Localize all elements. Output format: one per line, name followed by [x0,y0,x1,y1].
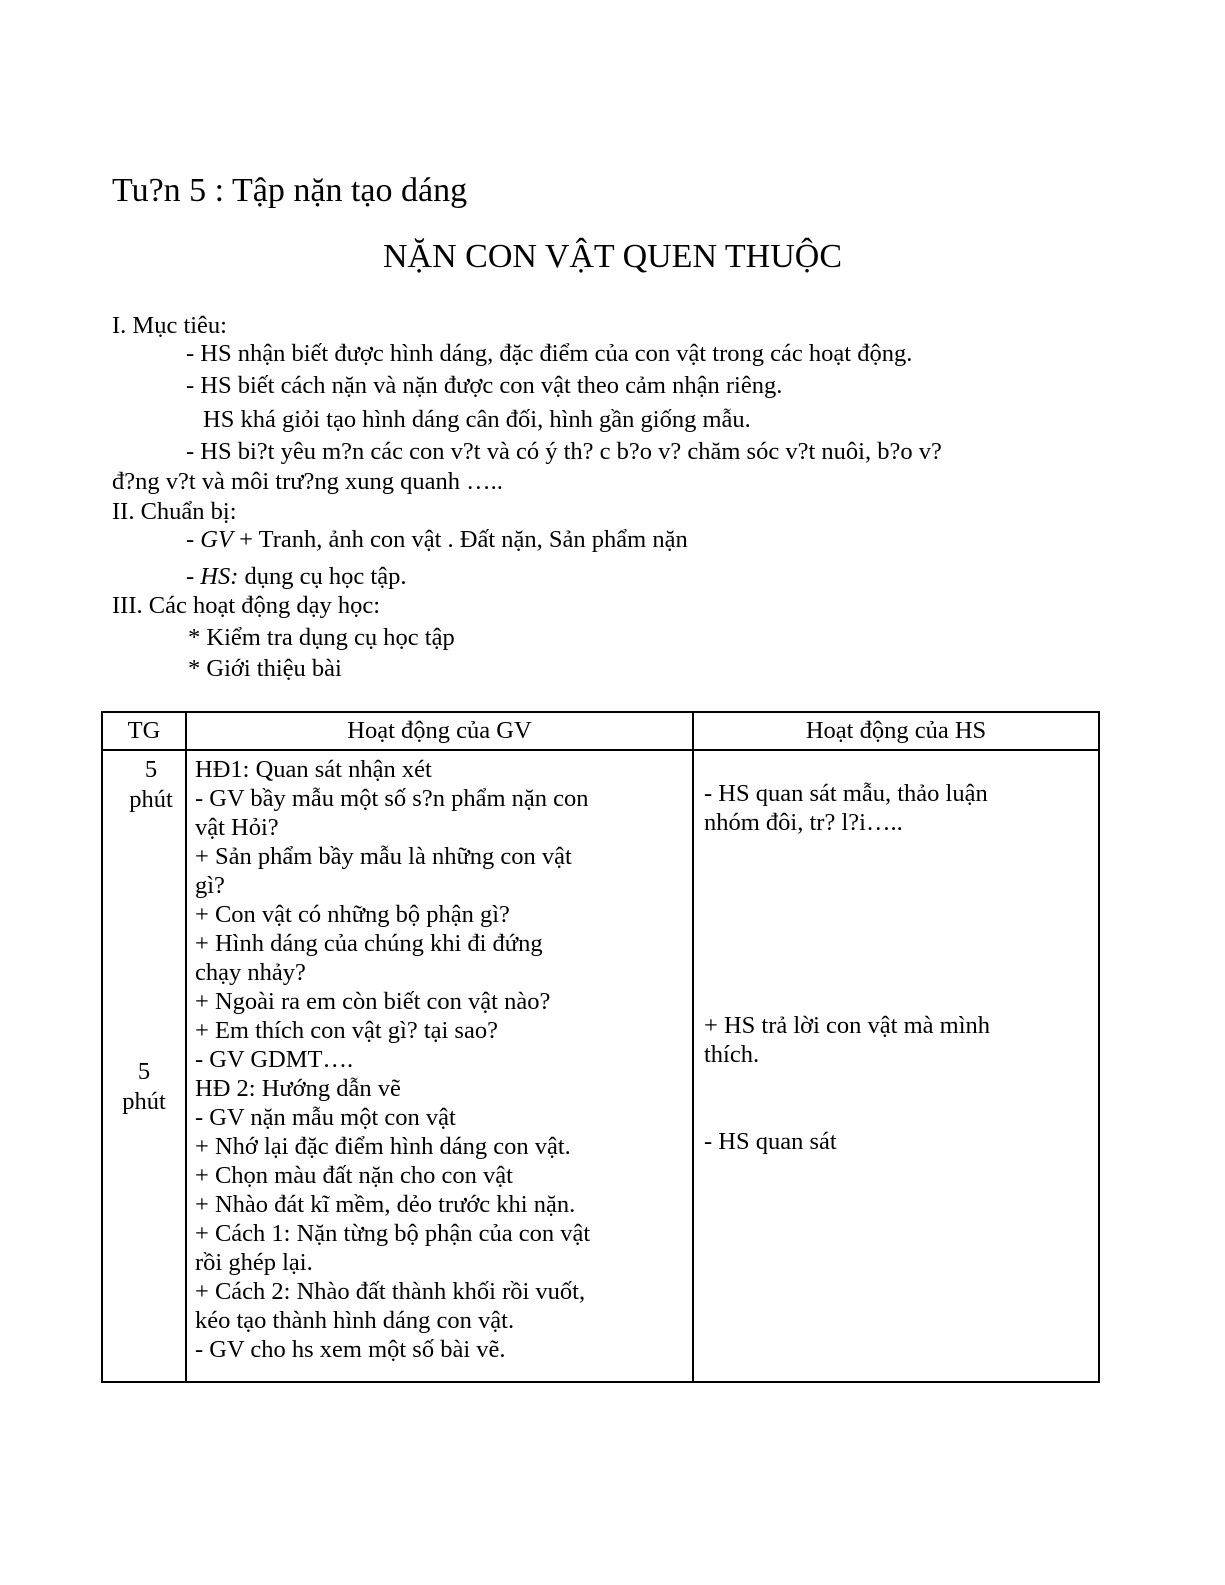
tg-unit: phút [129,786,173,813]
objective-line: - HS biết cách nặn và nặn được con vật theo cảm nhận riêng. [186,372,783,399]
gv-line: - GV GDMT…. [195,1046,354,1073]
gv-line: + Nhào đát kĩ mềm, dẻo trước khi nặn. [195,1191,576,1218]
hs-cell [693,750,1099,1382]
hs-label: HS: [200,563,239,590]
activity-line: * Kiểm tra dụng cụ học tập [188,624,455,651]
gv-line: + Chọn màu đất nặn cho con vật [195,1162,513,1189]
lesson-heading: NẶN CON VẬT QUEN THUỘC [382,238,843,275]
gv-line: + Cách 1: Nặn từng bộ phận của con vật [195,1220,591,1247]
header-tg: TG [102,712,186,750]
gv-content [187,751,692,1364]
header-hs: Hoạt động của HS [693,712,1099,750]
objective-line: - HS nhận biết được hình dáng, đặc điểm của con vật trong các hoạt động. [186,340,913,367]
gv-line: - GV cho hs xem một số bài vẽ. [195,1336,506,1363]
hs-line: thích. [704,1041,760,1068]
hs-text: dụng cụ học tập. [238,563,407,590]
gv-line: + Ngoài ra em còn biết con vật nào? [195,988,551,1015]
gv-line: - GV nặn mẫu một con vật [195,1104,456,1131]
gv-line: + Hình dáng của chúng khi đi đứng [195,930,543,957]
prefix: - [186,563,201,590]
table-header-row [102,712,1099,750]
lesson-title: Tu?n 5 : Tập nặn tạo dáng [112,172,468,209]
gv-line: + Con vật có những bộ phận gì? [195,901,510,928]
objective-line: - HS bi?t yêu m?n các con v?t và có ý th? c b?o v? chăm sóc v?t nuôi, b?o v? [186,438,942,465]
gv-line: + Em thích con vật gì? tại sao? [195,1017,498,1044]
tg-number: 5 [144,756,158,783]
section-objectives-label: I. Mục tiêu: [112,312,227,339]
gv-line: kéo tạo thành hình dáng con vật. [195,1307,515,1334]
gv-label: GV [200,526,233,553]
header-gv: Hoạt động của GV [186,712,693,750]
gv-line: + Cách 2: Nhào đất thành khối rồi vuốt, [195,1278,586,1305]
gv-line: HĐ1: Quan sát nhận xét [195,756,432,783]
gv-line: HĐ 2: Hướng dẫn vẽ [195,1075,401,1102]
gv-line: vật Hỏi? [195,814,279,841]
hs-line: nhóm đôi, tr? l?i….. [704,809,903,836]
tg-number: 5 [137,1058,151,1085]
hs-content [694,751,1098,1156]
gv-line: rồi ghép lại. [195,1249,313,1276]
objective-line: HS khá giỏi tạo hình dáng cân đối, hình gần giống mẫu. [203,406,751,433]
gv-cell [186,750,693,1382]
section-preparation-label: II. Chuẩn bị: [112,498,237,525]
section-activities-label: III. Các hoạt động dạy học: [112,592,381,619]
gv-line: chạy nhảy? [195,959,306,986]
gv-line: - GV bầy mẫu một số s?n phẩm nặn con [195,785,589,812]
tg-cell [102,750,186,1382]
gv-line: + Nhớ lại đặc điểm hình dáng con vật. [195,1133,571,1160]
table-row [102,750,1099,1382]
objective-line: đ?ng v?t và môi trư?ng xung quanh ….. [112,468,503,495]
hs-line: - HS quan sát [704,1128,837,1155]
preparation-hs-line [186,562,406,592]
gv-line: + Sản phẩm bầy mẫu là những con vật [195,843,572,870]
prefix: - [186,526,201,553]
hs-line: + HS trả lời con vật mà mình [704,1012,991,1039]
tg-block-1 [103,755,185,815]
gv-line: gì? [195,872,225,899]
activity-line: * Giới thiệu bài [188,655,342,682]
tg-block-2 [103,1057,185,1117]
preparation-gv-line [186,525,688,555]
hs-line: - HS quan sát mẫu, thảo luận [704,780,988,807]
activities-table [101,711,1100,1383]
tg-unit: phút [122,1088,166,1115]
gv-text: + Tranh, ảnh con vật . Đất nặn, Sản phẩm nặn [232,526,688,553]
